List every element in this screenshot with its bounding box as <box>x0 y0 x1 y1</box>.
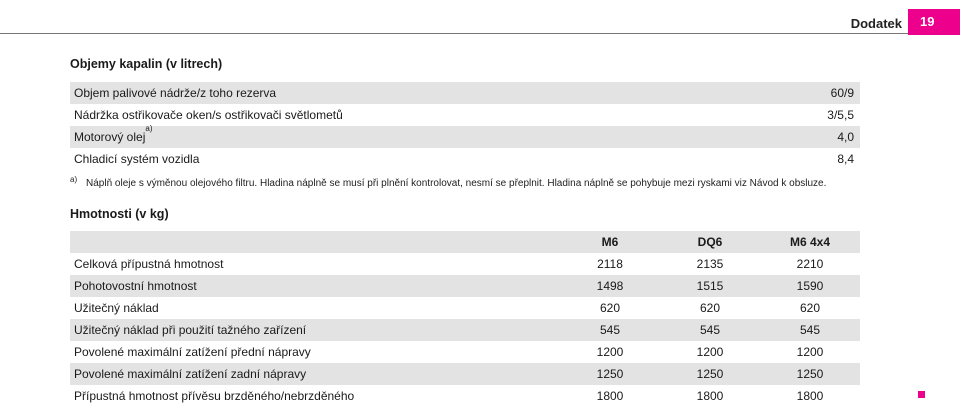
row-label: Užitečný náklad <box>74 301 159 315</box>
row-label: Povolené maximální zatížení přední nápravy <box>74 345 311 359</box>
cell-value: 1250 <box>660 363 760 385</box>
row-label: Povolené maximální zatížení zadní nápravy <box>70 363 524 385</box>
cell-value: 620 <box>699 301 721 315</box>
cell-value: 1498 <box>524 275 660 297</box>
header-title: Dodatek <box>850 16 902 31</box>
cell-value: 1200 <box>796 345 824 359</box>
row-label: Užitečný náklad při použití tažného zařízení <box>70 319 524 341</box>
page-number: 19 <box>908 9 960 35</box>
cell-value: 620 <box>599 301 621 315</box>
fluid-value: 4,0 <box>837 130 854 144</box>
fluids-list <box>70 82 860 170</box>
weights-row <box>70 319 860 341</box>
cell-value: 1800 <box>596 389 624 403</box>
weights-row <box>70 275 860 297</box>
weights-header-row <box>70 231 860 253</box>
weights-row <box>70 297 860 319</box>
fluid-value: 60/9 <box>830 86 854 100</box>
weights-row <box>70 253 860 275</box>
cell-value: 620 <box>799 301 821 315</box>
cell-value: 1250 <box>760 363 860 385</box>
cell-value: 1200 <box>596 345 624 359</box>
fluids-title: Objemy kapalin (v litrech) <box>70 57 223 71</box>
fluid-value: 8,4 <box>837 152 854 166</box>
row-label: Přípustná hmotnost přívěsu brzděného/nebrzděného <box>74 389 355 403</box>
fluid-value: 3/5,5 <box>827 108 854 122</box>
footnote-mark: a) <box>70 175 78 184</box>
footnote-text: Náplň oleje s výměnou olejového filtru. Hladina náplně se musí při plnění kontrolovat, nesmí se přeplnit. Hladina náplně se pohybuje mezi ryskami viz Návod k obsluze. <box>86 178 827 189</box>
weights-table <box>70 231 860 407</box>
cell-value: 1800 <box>696 389 724 403</box>
column-header: M6 <box>524 231 660 253</box>
header-rule <box>0 33 908 34</box>
header-empty <box>70 231 524 253</box>
weights-row <box>70 363 860 385</box>
cell-value: 545 <box>660 319 760 341</box>
fluid-label: Nádržka ostřikovače oken/s ostřikovači světlometů <box>74 108 343 122</box>
weights-row <box>70 385 860 407</box>
cell-value: 2210 <box>796 257 824 271</box>
fluid-label: Chladicí systém vozidla <box>74 152 200 166</box>
cell-value: 545 <box>760 319 860 341</box>
weights-row <box>70 341 860 363</box>
fluid-row <box>70 104 860 126</box>
row-label: Pohotovostní hmotnost <box>70 275 524 297</box>
fluid-row <box>70 148 860 170</box>
cell-value: 1200 <box>696 345 724 359</box>
column-header: M6 4x4 <box>760 231 860 253</box>
end-marker <box>918 391 925 398</box>
cell-value: 1515 <box>660 275 760 297</box>
fluid-row <box>70 82 860 104</box>
row-label: Celková přípustná hmotnost <box>74 257 224 271</box>
cell-value: 1250 <box>524 363 660 385</box>
fluid-label <box>74 126 153 148</box>
cell-value: 1590 <box>760 275 860 297</box>
weights-title: Hmotnosti (v kg) <box>70 207 169 221</box>
fluid-row <box>70 126 860 148</box>
column-header: DQ6 <box>660 231 760 253</box>
cell-value: 2118 <box>597 257 623 271</box>
cell-value: 1800 <box>796 389 824 403</box>
cell-value: 545 <box>524 319 660 341</box>
fluid-label-text: Motorový olej <box>74 130 146 144</box>
footnote <box>70 175 827 189</box>
fluid-label: Objem palivové nádrže/z toho rezerva <box>74 86 277 100</box>
footnote-ref: a) <box>145 124 153 133</box>
cell-value: 2135 <box>696 257 724 271</box>
